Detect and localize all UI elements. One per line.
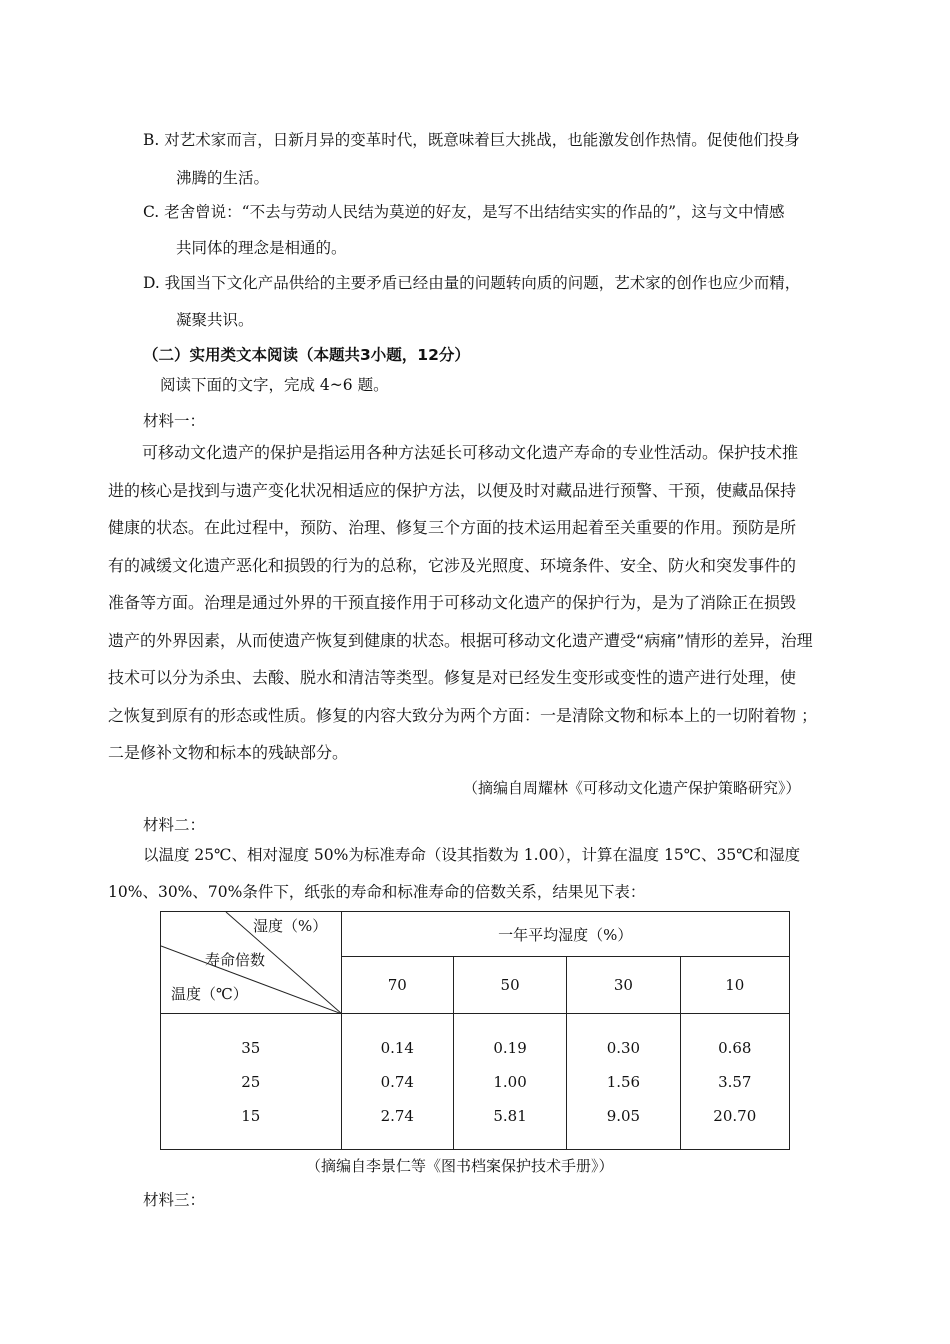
option-c-label: C. xyxy=(143,203,160,221)
material2-label: 材料二： xyxy=(143,816,206,834)
paper-lifespan-table xyxy=(160,911,790,1150)
material1-label: 材料一： xyxy=(143,412,206,430)
table-cell: 3.57 xyxy=(718,1072,752,1091)
table-cell: 2.74 xyxy=(380,1106,414,1125)
temperature-rows xyxy=(161,1014,342,1150)
humidity-column-header: 30 xyxy=(567,957,680,1014)
humidity-70-values xyxy=(341,1014,453,1150)
material3-label: 材料三： xyxy=(143,1191,206,1209)
corner-multiple-label: 寿命倍数 xyxy=(205,951,266,969)
table-cell: 0.30 xyxy=(606,1038,641,1057)
material1-source: （摘编自周耀林《可移动文化遗产保护策略研究》） xyxy=(463,779,801,797)
material2-text-line2: 10%、30%、70%条件下，纸张的寿命和标准寿命的倍数关系，结果见下表： xyxy=(108,883,646,901)
table-cell: 20.70 xyxy=(713,1106,757,1125)
table-corner-cell xyxy=(161,912,342,1014)
table-cell: 9.05 xyxy=(606,1106,641,1125)
option-c-text-line2: 共同体的理念是相通的。 xyxy=(176,239,347,257)
humidity-50-values xyxy=(453,1014,566,1150)
table-cell: 5.81 xyxy=(493,1106,527,1125)
material1-line: 准备等方面。治理是通过外界的干预直接作用于可移动文化遗产的保护行为，是为了消除正在损毁 xyxy=(108,593,797,612)
corner-humidity-label: 湿度（%） xyxy=(253,917,328,935)
option-d-label: D. xyxy=(143,274,160,292)
option-c xyxy=(143,200,785,222)
humidity-10-values xyxy=(680,1014,789,1150)
material1-line: 技术可以分为杀虫、去酸、脱水和清洁等类型。修复是对已经发生变形或变性的遗产进行处理，使 xyxy=(108,668,797,687)
option-b-text-line1: 对艺术家而言，日新月异的变革时代，既意味着巨大挑战，也能激发创作热情。促使他们投身 xyxy=(164,131,800,149)
option-d-text-line1: 我国当下文化产品供给的主要矛盾已经由量的问题转向质的问题，艺术家的创作也应少而精， xyxy=(164,274,801,292)
table-cell: 1.56 xyxy=(606,1072,641,1091)
material2-text-line1: 以温度 25℃、相对湿度 50%为标准寿命（设其指数为 1.00），计算在温度 15℃、35℃和湿度 xyxy=(143,846,801,864)
corner-temperature-label: 温度（℃） xyxy=(171,985,248,1003)
temperature-value: 25 xyxy=(241,1072,261,1091)
option-c-text-line1: 老舍曾说：“不去与劳动人民结为莫逆的好友，是写不出结结实实的作品的”，这与文中情感 xyxy=(164,203,785,221)
table-cell: 0.74 xyxy=(380,1072,414,1091)
material1-paragraph xyxy=(108,434,842,772)
temperature-value: 15 xyxy=(241,1106,261,1125)
material1-line: 健康的状态。在此过程中，预防、治理、修复三个方面的技术运用起着至关重要的作用。预防是所 xyxy=(108,518,797,537)
group-header: 一年平均湿度（%） xyxy=(341,912,789,957)
option-b xyxy=(143,128,800,150)
material1-line: 可移动文化遗产的保护是指运用各种方法延长可移动文化遗产寿命的专业性活动。保护技术推 xyxy=(142,443,799,462)
option-b-label: B. xyxy=(143,131,160,149)
section-heading: （二）实用类文本阅读（本题共3小题，12分） xyxy=(143,346,470,364)
table-cell: 0.14 xyxy=(380,1038,414,1057)
humidity-column-header: 70 xyxy=(341,957,453,1014)
table-cell: 0.19 xyxy=(493,1038,527,1057)
material1-line: 有的减缓文化遗产恶化和损毁的行为的总称，它涉及光照度、环境条件、安全、防火和突发事件的 xyxy=(108,555,797,575)
table-cell: 0.68 xyxy=(718,1038,752,1057)
option-b-text-line2: 沸腾的生活。 xyxy=(176,169,270,187)
material1-line: 之恢复到原有的形态或性质。修复的内容大致分为两个方面：一是清除文物和标本上的一切附着物 ； xyxy=(108,705,818,725)
material1-line: 二是修补文物和标本的残缺部分。 xyxy=(108,743,349,762)
table-source: （摘编自李景仁等《图书档案保护技术手册》） xyxy=(306,1157,614,1175)
humidity-30-values xyxy=(567,1014,680,1150)
humidity-column-header: 50 xyxy=(453,957,566,1014)
section-instruction: 阅读下面的文字，完成 4~6 题。 xyxy=(160,376,389,394)
option-d xyxy=(143,271,800,293)
material1-line: 进的核心是找到与遗产变化状况相适应的保护方法，以便及时对藏品进行预警、干预，使藏品保持 xyxy=(108,480,797,500)
temperature-value: 35 xyxy=(241,1038,261,1057)
humidity-column-header: 10 xyxy=(680,957,789,1014)
table-cell: 1.00 xyxy=(493,1072,527,1091)
option-d-text-line2: 凝聚共识。 xyxy=(176,311,254,329)
material1-line: 遗产的外界因素，从而使遗产恢复到健康的状态。根据可移动文化遗产遭受“病痛”情形的差异，治理 xyxy=(108,630,813,650)
